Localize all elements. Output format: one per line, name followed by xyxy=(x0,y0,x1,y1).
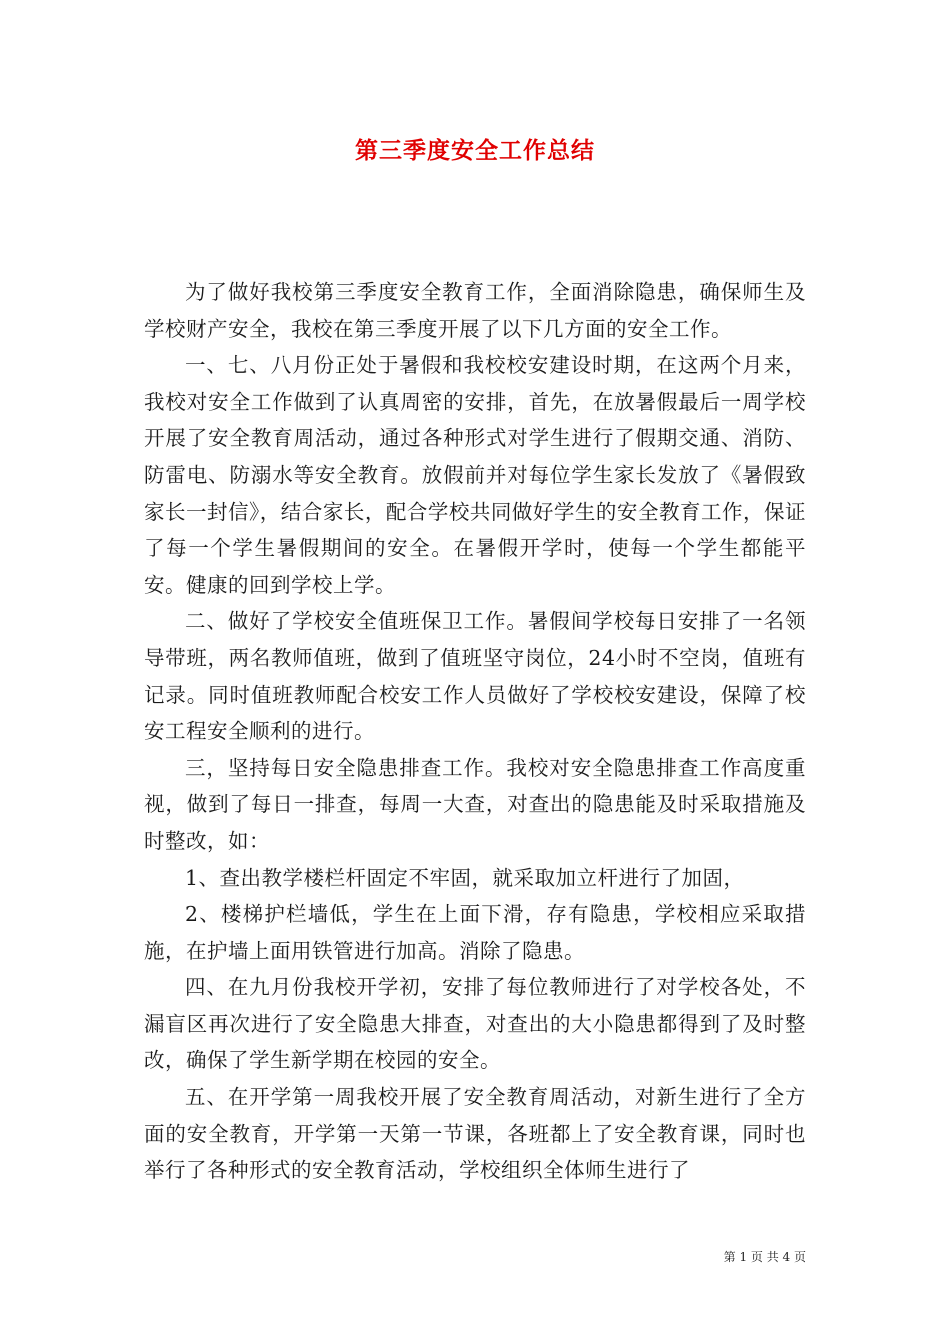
paragraph-section-5: 五、在开学第一周我校开展了安全教育周活动，对新生进行了全方面的安全教育，开学第一天第一节课，各班都上了安全教育课，同时也举行了各种形式的安全教育活动，学校组织全体师生进行了 xyxy=(144,1085,806,1183)
paragraph-section-1: 一、七、八月份正处于暑假和我校校安建设时期，在这两个月来，我校对安全工作做到了认真周密的安排，首先，在放暑假最后一周学校开展了安全教育周活动，通过各种形式对学生进行了假期交通、消防、防雷电、防溺水等安全教育。放假前并对每位学生家长发放了《暑假致家长一封信》，结合家长，配合学校共同做好学生的安全教育工作，保证了每一个学生暑假期间的安全。在暑假开学时，使每一个学生都能平安。健康的回到学校上学。 xyxy=(144,353,806,597)
paragraph-section-3: 三，坚持每日安全隐患排查工作。我校对安全隐患排查工作高度重视，做到了每日一排查，每周一大查，对查出的隐患能及时采取措施及时整改，如： xyxy=(144,755,806,853)
paragraph-section-4: 四、在九月份我校开学初，安排了每位教师进行了对学校各处，不漏盲区再次进行了安全隐患大排查，对查出的大小隐患都得到了及时整改，确保了学生新学期在校园的安全。 xyxy=(144,975,806,1073)
document-body xyxy=(144,274,806,1189)
paragraph-section-2: 二、做好了学校安全值班保卫工作。暑假间学校每日安排了一名领导带班，两名教师值班，做到了值班坚守岗位，24小时不空岗，值班有记录。同时值班教师配合校安工作人员做好了学校校安建设，保障了校安工程安全顺利的进行。 xyxy=(144,609,806,744)
document-title: 第三季度安全工作总结 xyxy=(355,137,595,164)
paragraph-item-2: 2、楼梯护栏墙低，学生在上面下滑，存有隐患，学校相应采取措施，在护墙上面用铁管进行加高。消除了隐患。 xyxy=(144,902,806,963)
page-number: 第 1 页 共 4 页 xyxy=(723,1250,806,1264)
paragraph-item-1: 1、查出教学楼栏杆固定不牢固，就采取加立杆进行了加固， xyxy=(185,865,745,890)
paragraph-intro: 为了做好我校第三季度安全教育工作，全面消除隐患，确保师生及学校财产安全，我校在第三季度开展了以下几方面的安全工作。 xyxy=(144,280,806,341)
